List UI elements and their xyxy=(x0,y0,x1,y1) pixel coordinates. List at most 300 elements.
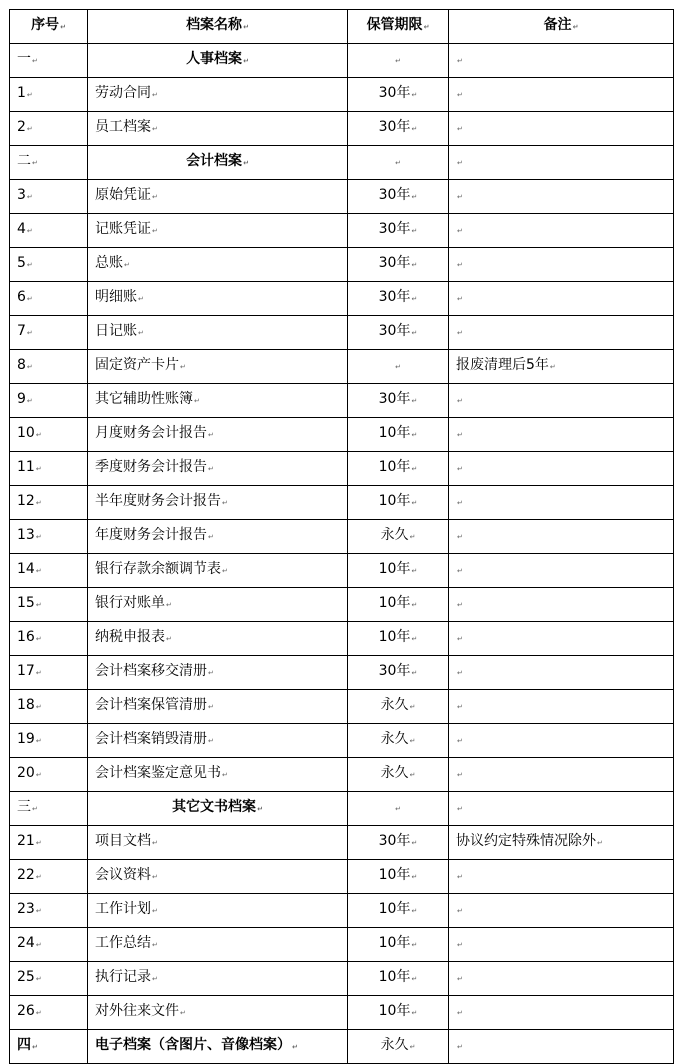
name-cell-text: 会议资料 xyxy=(95,867,151,883)
period-cell xyxy=(348,316,449,350)
name-cell xyxy=(88,1030,348,1064)
paragraph-mark-icon xyxy=(27,329,33,337)
name-cell-text: 银行对账单 xyxy=(95,595,165,611)
table-row xyxy=(10,860,674,894)
table-row xyxy=(10,486,674,520)
paragraph-mark-icon xyxy=(411,873,417,881)
table-row xyxy=(10,962,674,996)
name-cell-text: 员工档案 xyxy=(95,119,151,135)
paragraph-mark-icon xyxy=(457,635,463,643)
seq-cell xyxy=(10,486,88,520)
paragraph-mark-icon xyxy=(36,839,42,847)
name-cell xyxy=(88,350,348,384)
name-cell-text: 纳税申报表 xyxy=(95,629,165,645)
period-cell xyxy=(348,78,449,112)
name-cell-text: 电子档案（含图片、音像档案） xyxy=(95,1037,291,1053)
paragraph-mark-icon xyxy=(395,805,401,813)
note-cell xyxy=(449,962,674,996)
paragraph-mark-icon xyxy=(457,499,463,507)
table-row xyxy=(10,248,674,282)
seq-cell-text: 25 xyxy=(17,969,35,985)
period-cell xyxy=(348,826,449,860)
period-cell-text: 30年 xyxy=(378,663,411,679)
seq-cell-text: 三 xyxy=(17,799,31,815)
paragraph-mark-icon xyxy=(457,805,463,813)
paragraph-mark-icon xyxy=(292,1043,298,1051)
name-cell xyxy=(88,452,348,486)
name-cell xyxy=(88,622,348,656)
seq-cell xyxy=(10,1030,88,1064)
period-cell xyxy=(348,1030,449,1064)
name-cell-text: 人事档案 xyxy=(186,51,243,67)
paragraph-mark-icon xyxy=(457,1009,463,1017)
paragraph-mark-icon xyxy=(194,397,200,405)
table-row xyxy=(10,180,674,214)
seq-cell-text: 18 xyxy=(17,697,35,713)
note-cell-text: 协议约定特殊情况除外 xyxy=(456,833,596,849)
name-cell-text: 会计档案保管清册 xyxy=(95,697,207,713)
seq-cell-text: 四 xyxy=(17,1037,31,1053)
paragraph-mark-icon xyxy=(411,839,417,847)
paragraph-mark-icon xyxy=(36,431,42,439)
table-row xyxy=(10,282,674,316)
period-cell-text: 30年 xyxy=(378,221,411,237)
period-cell-text: 10年 xyxy=(378,459,411,475)
table-row xyxy=(10,724,674,758)
paragraph-mark-icon xyxy=(36,907,42,915)
paragraph-mark-icon xyxy=(457,397,463,405)
seq-cell-text: 14 xyxy=(17,561,35,577)
paragraph-mark-icon xyxy=(410,703,416,711)
paragraph-mark-icon xyxy=(152,839,158,847)
table-row xyxy=(10,622,674,656)
paragraph-mark-icon xyxy=(180,363,186,371)
paragraph-mark-icon xyxy=(152,91,158,99)
period-cell-text: 30年 xyxy=(378,85,411,101)
paragraph-mark-icon xyxy=(411,907,417,915)
note-cell xyxy=(449,928,674,962)
note-cell xyxy=(449,112,674,146)
name-cell-text: 其它文书档案 xyxy=(172,799,257,815)
paragraph-mark-icon xyxy=(27,397,33,405)
note-cell xyxy=(449,622,674,656)
name-cell xyxy=(88,758,348,792)
paragraph-mark-icon xyxy=(411,1009,417,1017)
name-cell xyxy=(88,44,348,78)
paragraph-mark-icon xyxy=(410,1043,416,1051)
paragraph-mark-icon xyxy=(411,91,417,99)
seq-cell-text: 15 xyxy=(17,595,35,611)
archive-retention-table xyxy=(9,9,674,1064)
paragraph-mark-icon xyxy=(36,499,42,507)
paragraph-mark-icon xyxy=(457,295,463,303)
paragraph-mark-icon xyxy=(410,533,416,541)
period-cell xyxy=(348,622,449,656)
seq-cell-text: 26 xyxy=(17,1003,35,1019)
period-cell-text: 30年 xyxy=(378,119,411,135)
paragraph-mark-icon xyxy=(208,737,214,745)
period-cell xyxy=(348,112,449,146)
paragraph-mark-icon xyxy=(457,431,463,439)
paragraph-mark-icon xyxy=(222,567,228,575)
seq-cell-text: 13 xyxy=(17,527,35,543)
period-cell-text: 30年 xyxy=(378,833,411,849)
seq-cell xyxy=(10,350,88,384)
paragraph-mark-icon xyxy=(222,499,228,507)
table-row xyxy=(10,78,674,112)
seq-cell xyxy=(10,724,88,758)
seq-cell-text: 20 xyxy=(17,765,35,781)
table-row xyxy=(10,350,674,384)
paragraph-mark-icon xyxy=(395,159,401,167)
note-cell xyxy=(449,826,674,860)
paragraph-mark-icon xyxy=(457,771,463,779)
paragraph-mark-icon xyxy=(36,873,42,881)
name-cell-text: 月度财务会计报告 xyxy=(95,425,207,441)
paragraph-mark-icon xyxy=(208,533,214,541)
paragraph-mark-icon xyxy=(457,703,463,711)
paragraph-mark-icon xyxy=(36,465,42,473)
paragraph-mark-icon xyxy=(36,567,42,575)
period-cell xyxy=(348,894,449,928)
note-cell xyxy=(449,180,674,214)
paragraph-mark-icon xyxy=(457,465,463,473)
note-cell xyxy=(449,656,674,690)
note-cell xyxy=(449,384,674,418)
note-cell xyxy=(449,452,674,486)
category-row xyxy=(10,146,674,180)
paragraph-mark-icon xyxy=(457,1043,463,1051)
category-row xyxy=(10,792,674,826)
seq-cell-text: 3 xyxy=(17,187,26,203)
paragraph-mark-icon xyxy=(60,23,66,31)
paragraph-mark-icon xyxy=(36,533,42,541)
paragraph-mark-icon xyxy=(243,57,249,65)
seq-cell xyxy=(10,78,88,112)
period-cell-text: 10年 xyxy=(378,969,411,985)
period-cell-text: 10年 xyxy=(378,425,411,441)
name-cell xyxy=(88,78,348,112)
table-row xyxy=(10,826,674,860)
paragraph-mark-icon xyxy=(411,635,417,643)
paragraph-mark-icon xyxy=(208,669,214,677)
note-cell xyxy=(449,724,674,758)
name-cell xyxy=(88,656,348,690)
period-cell-text: 30年 xyxy=(378,255,411,271)
paragraph-mark-icon xyxy=(457,125,463,133)
paragraph-mark-icon xyxy=(208,703,214,711)
seq-cell-text: 9 xyxy=(17,391,26,407)
paragraph-mark-icon xyxy=(411,397,417,405)
paragraph-mark-icon xyxy=(27,261,33,269)
seq-cell xyxy=(10,588,88,622)
seq-cell-text: 一 xyxy=(17,51,31,67)
period-cell xyxy=(348,180,449,214)
seq-cell-text: 19 xyxy=(17,731,35,747)
seq-cell xyxy=(10,792,88,826)
note-cell xyxy=(449,894,674,928)
paragraph-mark-icon xyxy=(138,295,144,303)
period-cell xyxy=(348,418,449,452)
note-cell xyxy=(449,248,674,282)
period-cell xyxy=(348,554,449,588)
paragraph-mark-icon xyxy=(152,907,158,915)
paragraph-mark-icon xyxy=(457,941,463,949)
seq-cell xyxy=(10,146,88,180)
seq-cell-text: 6 xyxy=(17,289,26,305)
paragraph-mark-icon xyxy=(208,465,214,473)
paragraph-mark-icon xyxy=(395,57,401,65)
paragraph-mark-icon xyxy=(36,975,42,983)
paragraph-mark-icon xyxy=(27,125,33,133)
name-cell-text: 半年度财务会计报告 xyxy=(95,493,221,509)
name-cell-text: 日记账 xyxy=(95,323,137,339)
category-row xyxy=(10,44,674,78)
name-cell xyxy=(88,112,348,146)
seq-cell-text: 16 xyxy=(17,629,35,645)
paragraph-mark-icon xyxy=(27,295,33,303)
paragraph-mark-icon xyxy=(457,261,463,269)
seq-cell-text: 22 xyxy=(17,867,35,883)
seq-cell xyxy=(10,622,88,656)
paragraph-mark-icon xyxy=(152,125,158,133)
period-cell-text: 永久 xyxy=(380,731,409,747)
name-cell-text: 固定资产卡片 xyxy=(95,357,179,373)
name-cell xyxy=(88,248,348,282)
seq-cell-text: 7 xyxy=(17,323,26,339)
name-cell xyxy=(88,282,348,316)
table-row xyxy=(10,316,674,350)
paragraph-mark-icon xyxy=(573,23,579,31)
name-cell-text: 原始凭证 xyxy=(95,187,151,203)
paragraph-mark-icon xyxy=(597,839,603,847)
paragraph-mark-icon xyxy=(138,329,144,337)
paragraph-mark-icon xyxy=(457,873,463,881)
period-cell xyxy=(348,792,449,826)
name-cell-text: 对外往来文件 xyxy=(95,1003,179,1019)
seq-cell xyxy=(10,248,88,282)
note-cell xyxy=(449,350,674,384)
name-cell xyxy=(88,214,348,248)
note-cell xyxy=(449,554,674,588)
period-cell-text: 30年 xyxy=(378,289,411,305)
paragraph-mark-icon xyxy=(36,771,42,779)
seq-cell-text: 11 xyxy=(17,459,35,475)
paragraph-mark-icon xyxy=(32,159,38,167)
name-cell xyxy=(88,180,348,214)
seq-cell-text: 2 xyxy=(17,119,26,135)
name-cell xyxy=(88,826,348,860)
seq-cell xyxy=(10,282,88,316)
note-cell xyxy=(449,860,674,894)
name-cell-text: 总账 xyxy=(95,255,123,271)
seq-cell-text: 4 xyxy=(17,221,26,237)
header-period: 保管期限 ↵ xyxy=(348,10,449,44)
paragraph-mark-icon xyxy=(411,193,417,201)
paragraph-mark-icon xyxy=(32,57,38,65)
table-row xyxy=(10,996,674,1030)
period-cell xyxy=(348,860,449,894)
paragraph-mark-icon xyxy=(243,159,249,167)
paragraph-mark-icon xyxy=(36,669,42,677)
name-cell-text: 会计档案鉴定意见书 xyxy=(95,765,221,781)
table-header-row xyxy=(10,10,674,44)
paragraph-mark-icon xyxy=(27,363,33,371)
note-cell xyxy=(449,78,674,112)
period-cell-text: 永久 xyxy=(380,765,409,781)
seq-cell xyxy=(10,656,88,690)
paragraph-mark-icon xyxy=(395,363,401,371)
note-cell xyxy=(449,758,674,792)
name-cell-text: 其它辅助性账簿 xyxy=(95,391,193,407)
note-cell-text: 报废清理后5年 xyxy=(456,357,549,373)
paragraph-mark-icon xyxy=(457,329,463,337)
name-cell-text: 会计档案移交清册 xyxy=(95,663,207,679)
name-cell xyxy=(88,962,348,996)
note-cell xyxy=(449,996,674,1030)
header-note: 备注 ↵ xyxy=(449,10,674,44)
paragraph-mark-icon xyxy=(457,159,463,167)
note-cell xyxy=(449,146,674,180)
note-cell xyxy=(449,418,674,452)
period-cell-text: 永久 xyxy=(380,697,409,713)
name-cell xyxy=(88,316,348,350)
paragraph-mark-icon xyxy=(257,805,263,813)
period-cell xyxy=(348,690,449,724)
paragraph-mark-icon xyxy=(36,635,42,643)
name-cell xyxy=(88,384,348,418)
seq-cell xyxy=(10,44,88,78)
table-row xyxy=(10,758,674,792)
paragraph-mark-icon xyxy=(411,941,417,949)
name-cell xyxy=(88,554,348,588)
paragraph-mark-icon xyxy=(457,975,463,983)
name-cell xyxy=(88,146,348,180)
note-cell xyxy=(449,486,674,520)
seq-cell xyxy=(10,452,88,486)
paragraph-mark-icon xyxy=(457,737,463,745)
table-row xyxy=(10,656,674,690)
period-cell xyxy=(348,962,449,996)
table-row xyxy=(10,588,674,622)
seq-cell xyxy=(10,826,88,860)
paragraph-mark-icon xyxy=(457,227,463,235)
paragraph-mark-icon xyxy=(457,601,463,609)
seq-cell xyxy=(10,554,88,588)
seq-cell xyxy=(10,520,88,554)
period-cell-text: 30年 xyxy=(378,187,411,203)
name-cell-text: 劳动合同 xyxy=(95,85,151,101)
period-cell-text: 30年 xyxy=(378,323,411,339)
paragraph-mark-icon xyxy=(152,227,158,235)
header-name: 档案名称 ↵ xyxy=(88,10,348,44)
name-cell xyxy=(88,690,348,724)
paragraph-mark-icon xyxy=(410,737,416,745)
seq-cell xyxy=(10,996,88,1030)
period-cell-text: 10年 xyxy=(378,561,411,577)
table-row xyxy=(10,520,674,554)
name-cell xyxy=(88,486,348,520)
paragraph-mark-icon xyxy=(457,193,463,201)
name-cell-text: 记账凭证 xyxy=(95,221,151,237)
paragraph-mark-icon xyxy=(180,1009,186,1017)
paragraph-mark-icon xyxy=(124,261,130,269)
paragraph-mark-icon xyxy=(424,23,430,31)
paragraph-mark-icon xyxy=(27,193,33,201)
paragraph-mark-icon xyxy=(36,737,42,745)
paragraph-mark-icon xyxy=(36,601,42,609)
paragraph-mark-icon xyxy=(27,91,33,99)
seq-cell-text: 1 xyxy=(17,85,26,101)
period-cell-text: 永久 xyxy=(380,527,409,543)
name-cell-text: 工作计划 xyxy=(95,901,151,917)
paragraph-mark-icon xyxy=(243,23,249,31)
paragraph-mark-icon xyxy=(32,805,38,813)
name-cell xyxy=(88,588,348,622)
period-cell xyxy=(348,928,449,962)
paragraph-mark-icon xyxy=(411,499,417,507)
table-row xyxy=(10,112,674,146)
table-row xyxy=(10,418,674,452)
period-cell xyxy=(348,44,449,78)
period-cell xyxy=(348,724,449,758)
period-cell-text: 10年 xyxy=(378,935,411,951)
period-cell-text: 10年 xyxy=(378,867,411,883)
paragraph-mark-icon xyxy=(152,193,158,201)
seq-cell xyxy=(10,758,88,792)
paragraph-mark-icon xyxy=(411,227,417,235)
paragraph-mark-icon xyxy=(152,975,158,983)
period-cell xyxy=(348,486,449,520)
seq-cell xyxy=(10,962,88,996)
period-cell-text: 10年 xyxy=(378,1003,411,1019)
period-cell-text: 10年 xyxy=(378,901,411,917)
paragraph-mark-icon xyxy=(152,873,158,881)
seq-cell-text: 10 xyxy=(17,425,35,441)
name-cell-text: 项目文档 xyxy=(95,833,151,849)
name-cell xyxy=(88,724,348,758)
paragraph-mark-icon xyxy=(166,635,172,643)
period-cell xyxy=(348,758,449,792)
table-row xyxy=(10,384,674,418)
paragraph-mark-icon xyxy=(411,465,417,473)
name-cell xyxy=(88,928,348,962)
note-cell xyxy=(449,316,674,350)
paragraph-mark-icon xyxy=(457,57,463,65)
period-cell xyxy=(348,520,449,554)
paragraph-mark-icon xyxy=(411,261,417,269)
period-cell xyxy=(348,384,449,418)
paragraph-mark-icon xyxy=(36,703,42,711)
paragraph-mark-icon xyxy=(32,1043,38,1051)
period-cell xyxy=(348,350,449,384)
note-cell xyxy=(449,588,674,622)
name-cell xyxy=(88,418,348,452)
table-row xyxy=(10,928,674,962)
period-cell xyxy=(348,996,449,1030)
seq-cell xyxy=(10,180,88,214)
period-cell-text: 10年 xyxy=(378,629,411,645)
name-cell xyxy=(88,996,348,1030)
paragraph-mark-icon xyxy=(411,295,417,303)
paragraph-mark-icon xyxy=(457,91,463,99)
paragraph-mark-icon xyxy=(208,431,214,439)
seq-cell-text: 8 xyxy=(17,357,26,373)
paragraph-mark-icon xyxy=(411,431,417,439)
seq-cell xyxy=(10,384,88,418)
seq-cell-text: 12 xyxy=(17,493,35,509)
note-cell xyxy=(449,1030,674,1064)
